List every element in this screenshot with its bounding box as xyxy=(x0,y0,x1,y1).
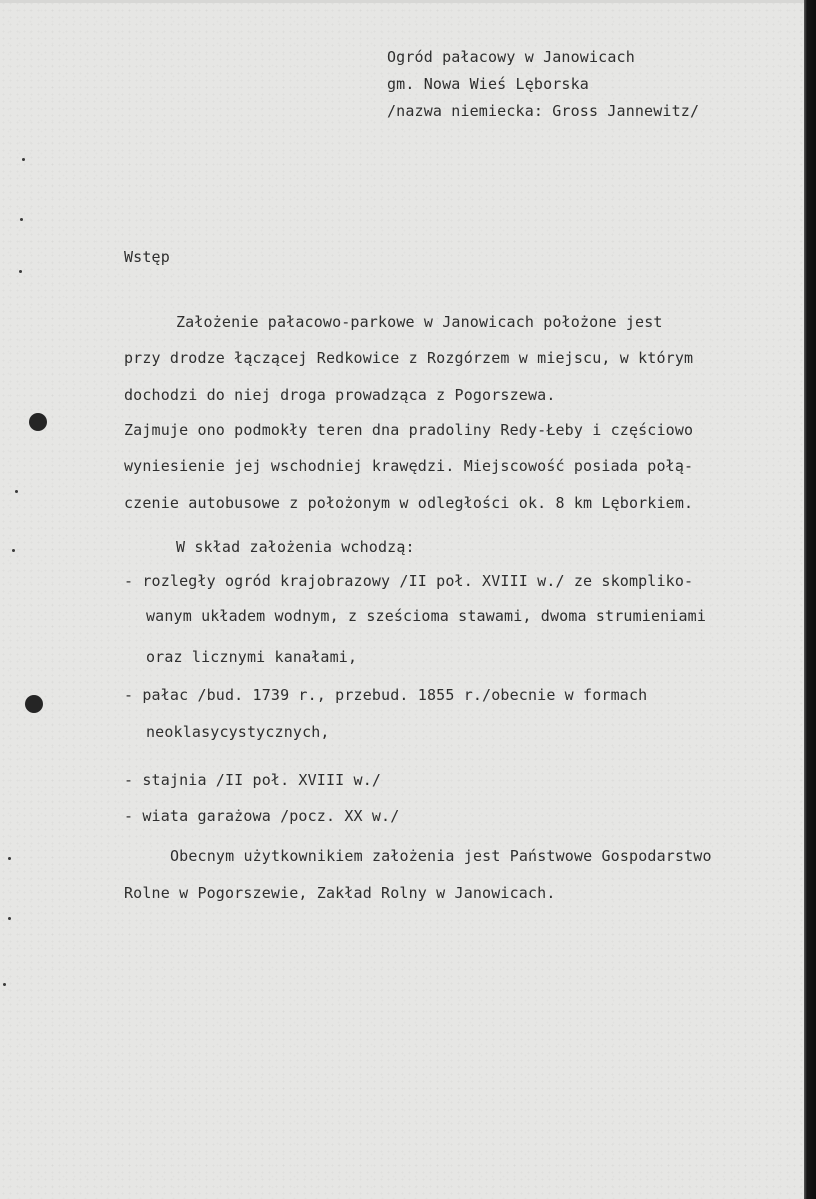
punch-hole-bottom xyxy=(25,695,43,713)
paragraph-1-line-6: czenie autobusowe z położonym w odległości ok. 8 km Lęborkiem. xyxy=(124,494,694,512)
composition-intro: W skład założenia wchodzą: xyxy=(176,538,415,556)
margin-speck xyxy=(20,218,23,221)
paragraph-3-line-1: Obecnym użytkownikiem założenia jest Państwowe Gospodarstwo xyxy=(170,847,712,865)
punch-hole-top xyxy=(29,413,47,431)
margin-speck xyxy=(15,490,18,493)
paragraph-1-line-1: Założenie pałacowo-parkowe w Janowicach położone jest xyxy=(176,313,663,331)
header-line-2: gm. Nowa Wieś Lęborska xyxy=(387,75,589,93)
list-item-palace: - pałac /bud. 1739 r., przebud. 1855 r./obecnie w formach xyxy=(124,686,648,704)
page-top-edge xyxy=(0,0,816,3)
paragraph-1-line-4: Zajmuje ono podmokły teren dna pradoliny Redy-Łeby i częściowo xyxy=(124,421,694,439)
list-item-garden: - rozległy ogród krajobrazowy /II poł. XVIII w./ ze skompliko- xyxy=(124,572,694,590)
list-item-stable: - stajnia /II poł. XVIII w./ xyxy=(124,771,382,789)
page-right-shadow xyxy=(804,0,816,1199)
margin-speck xyxy=(8,917,11,920)
list-item-garden-cont-2: oraz licznymi kanałami, xyxy=(146,648,358,666)
header-line-3: /nazwa niemiecka: Gross Jannewitz/ xyxy=(387,102,700,120)
paragraph-3-line-2: Rolne w Pogorszewie, Zakład Rolny w Janowicach. xyxy=(124,884,556,902)
margin-speck xyxy=(22,158,25,161)
list-item-garage: - wiata garażowa /pocz. XX w./ xyxy=(124,807,400,825)
paragraph-1-line-3: dochodzi do niej droga prowadząca z Pogorszewa. xyxy=(124,386,556,404)
margin-speck xyxy=(19,270,22,273)
margin-speck xyxy=(12,549,15,552)
list-item-palace-cont: neoklasycystycznych, xyxy=(146,723,330,741)
section-title: Wstęp xyxy=(124,248,170,266)
margin-speck xyxy=(3,983,6,986)
margin-speck xyxy=(8,857,11,860)
paragraph-1-line-2: przy drodze łączącej Redkowice z Rozgórzem w miejscu, w którym xyxy=(124,349,694,367)
header-line-1: Ogród pałacowy w Janowicach xyxy=(387,48,635,66)
list-item-garden-cont-1: wanym układem wodnym, z sześcioma stawami, dwoma strumieniami xyxy=(146,607,707,625)
paragraph-1-line-5: wyniesienie jej wschodniej krawędzi. Miejscowość posiada połą- xyxy=(124,457,694,475)
